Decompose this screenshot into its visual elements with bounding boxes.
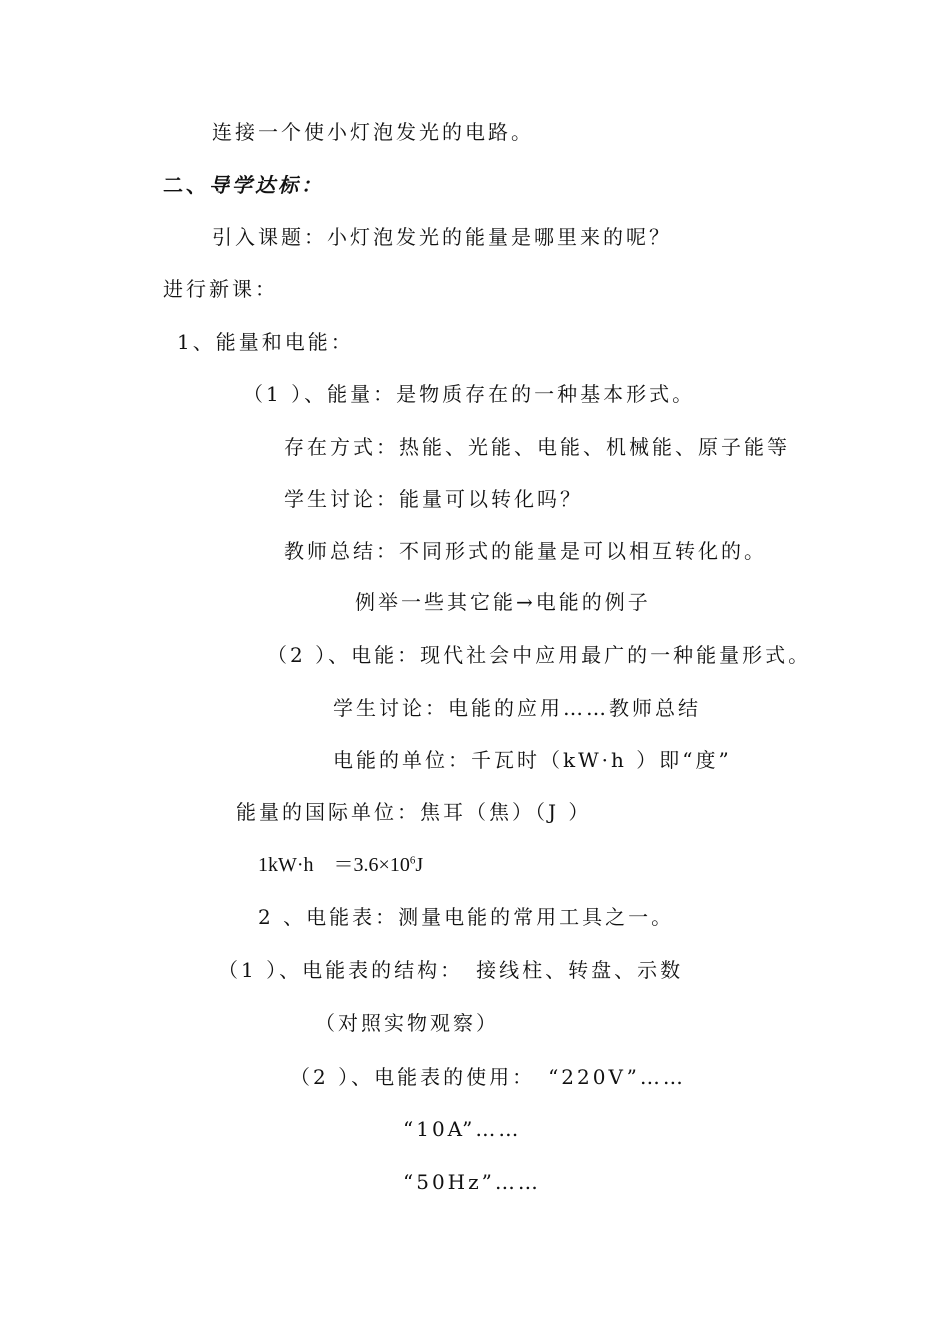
text-line-meter-heading: 2 、电能表：测量电能的常用工具之一。 — [258, 905, 675, 929]
text-line-50hz: “50Hz”…… — [403, 1170, 541, 1194]
text-line-student-discussion-2: 学生讨论：电能的应用……教师总结 — [333, 696, 701, 720]
text-line-energy-forms: 存在方式：热能、光能、电能、机械能、原子能等 — [284, 435, 790, 459]
section-heading-title: 导学达标： — [209, 173, 324, 197]
conversion-unit: J — [415, 854, 424, 876]
text-line-observe: （对照实物观察） — [315, 1011, 499, 1035]
conversion-exponent: 6 — [409, 854, 416, 867]
text-line-si-unit: 能量的国际单位：焦耳（焦）（J ） — [236, 800, 592, 824]
text-line-energy-heading: 1、能量和电能： — [177, 330, 354, 354]
section-heading — [163, 172, 324, 198]
text-line-student-discussion-1: 学生讨论：能量可以转化吗？ — [284, 487, 583, 511]
text-line-meter-structure: （1 ）、电能表的结构： 接线柱、转盘、示数 — [218, 958, 684, 982]
text-line-circuit: 连接一个使小灯泡发光的电路。 — [212, 120, 534, 144]
text-line-new-lesson: 进行新课： — [163, 277, 278, 301]
text-line-electric-energy: （2 ）、电能：现代社会中应用最广的一种能量形式。 — [267, 643, 812, 667]
text-line-conversion — [258, 852, 423, 878]
text-line-teacher-summary-1: 教师总结：不同形式的能量是可以相互转化的。 — [284, 539, 767, 563]
section-heading-number: 二、 — [163, 173, 209, 197]
text-line-10a: “10A”…… — [403, 1117, 522, 1141]
text-line-unit-kwh: 电能的单位：千瓦时（kW·h ）即“度” — [333, 748, 732, 772]
text-line-examples: 例举一些其它能→电能的例子 — [355, 590, 651, 614]
text-line-meter-usage: （2 ）、电能表的使用： “220V”…… — [290, 1065, 686, 1089]
text-line-energy-definition: （1 ）、能量：是物质存在的一种基本形式。 — [243, 382, 696, 406]
text-line-intro: 引入课题：小灯泡发光的能量是哪里来的呢？ — [212, 225, 672, 249]
conversion-formula: 1kW·h ＝3.6×10 — [258, 854, 410, 876]
